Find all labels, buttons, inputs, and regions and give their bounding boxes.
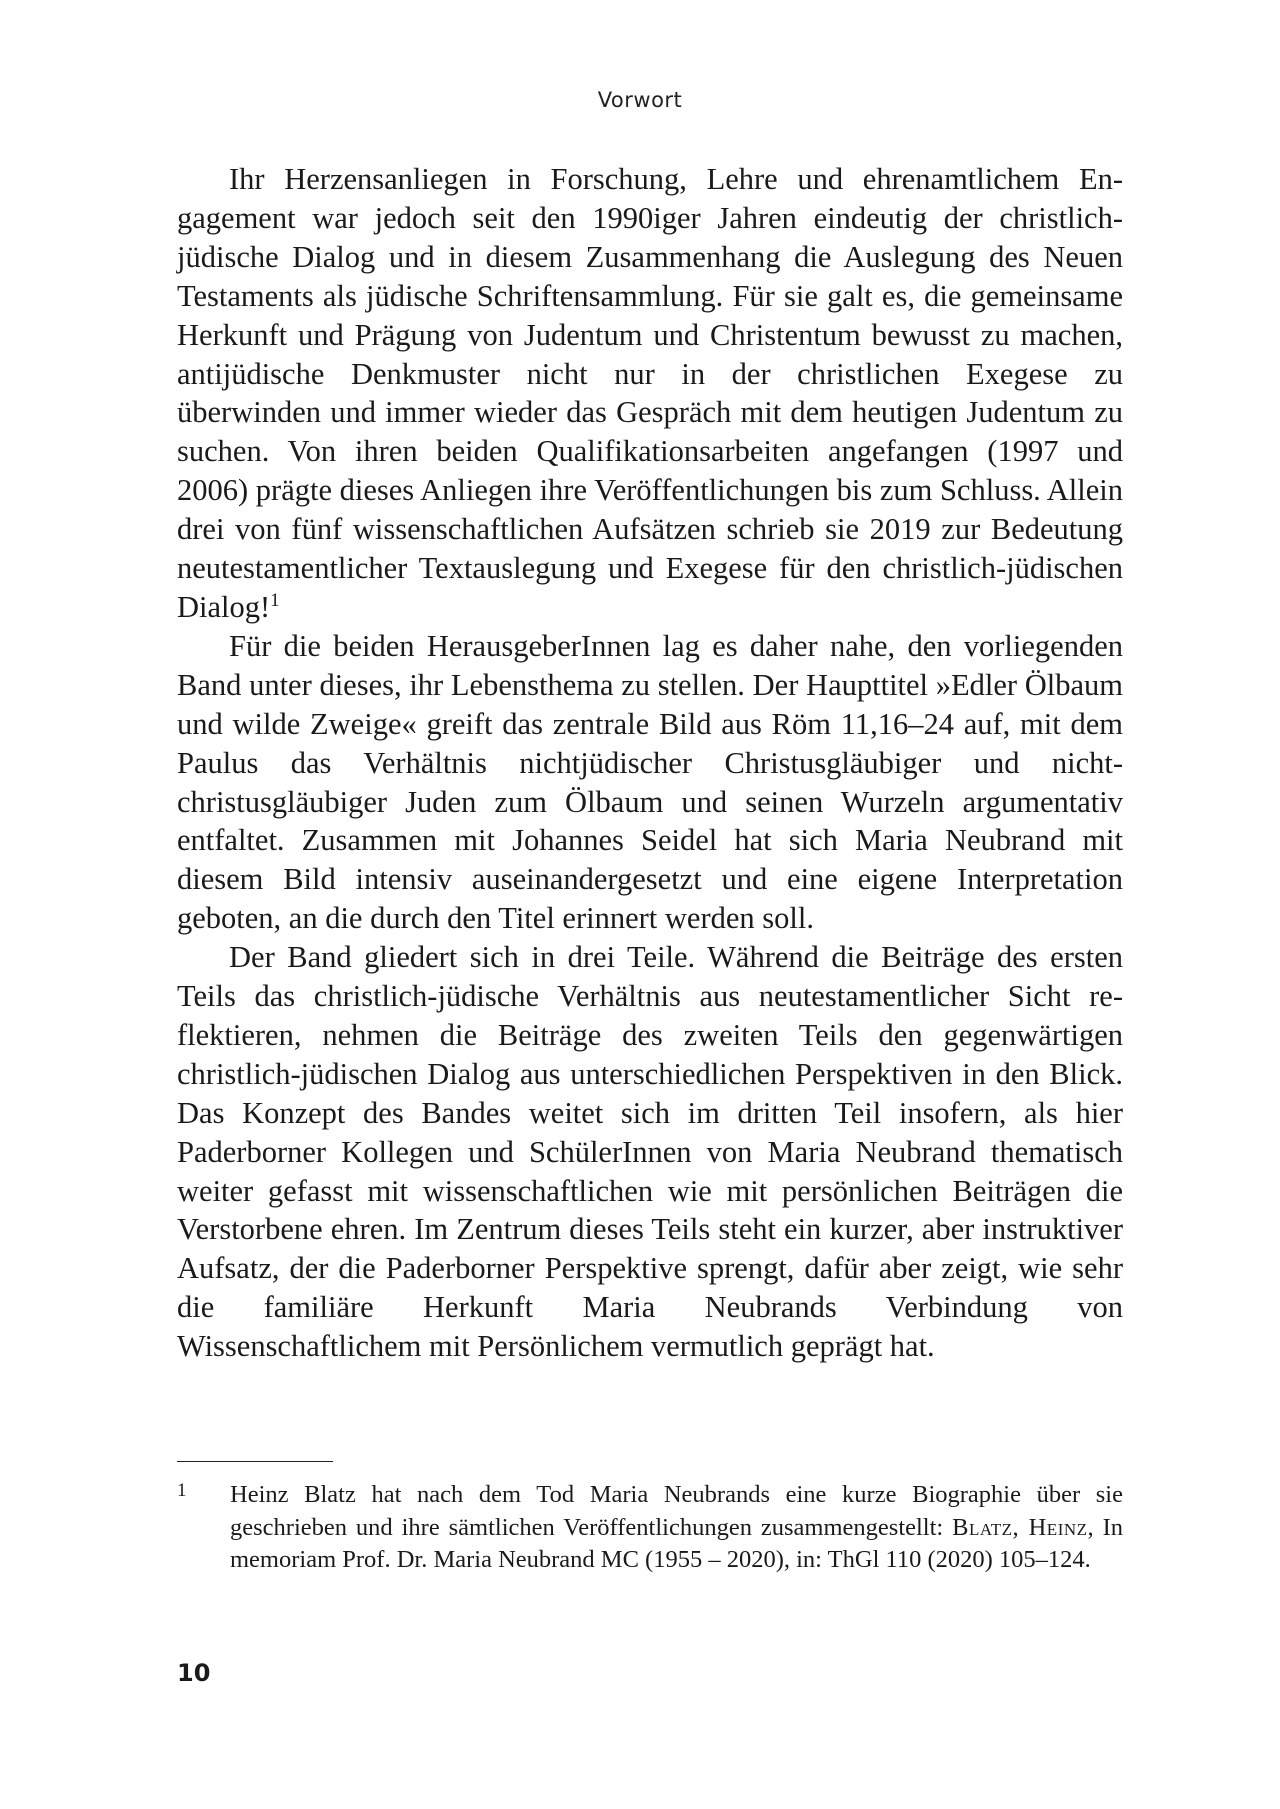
running-head: Vorwort [597, 88, 683, 112]
footnote [177, 1479, 1123, 1577]
footnote-text-before: Heinz Blatz hat nach dem Tod Maria Neubrands eine kurze Biographie über sie geschrieben und ihre sämtlichen Veröffentlichungen zusammengestellt: [230, 1481, 1123, 1541]
body-text [177, 160, 1123, 1366]
footnote-text-after: , In memoriam Prof. Dr. Maria Neubrand MC (1955 – 2020), in: ThGl 110 (2020) 105–124. [230, 1513, 1124, 1573]
footnote-number: 1 [177, 1480, 187, 1501]
page-number: 10 [177, 1659, 211, 1687]
footnote-text [230, 1479, 1123, 1577]
footnote-author: Blatz, Heinz [952, 1513, 1088, 1541]
footnote-reference[interactable]: 1 [270, 589, 280, 611]
paragraph-2: Für die beiden HerausgeberInnen lag es daher nahe, den vorliegenden Band unter dieses, ihr Lebensthema zu stellen. Der Haupttitel »Edler Ölbaum und wilde Zweige« greift das zentrale Bild aus Röm 11,16–24 auf, mit dem Paulus das Verhältnis nichtjüdischer Christusgläubiger und nicht-christusgläubiger Juden zum Ölbaum und seinen Wurzeln argumentativ entfaltet. Zusammen mit Johannes Seidel hat sich Maria Neubrand mit diesem Bild intensiv auseinandergesetzt und eine eigene Interpretation geboten, an die durch den Titel erinnert werden soll. [177, 628, 1123, 936]
paragraph-3: Der Band gliedert sich in drei Teile. Während die Beiträge des ersten Teils das christlich-jüdische Verhältnis aus neutestamentlicher Sicht reflektieren, nehmen die Beiträge des zweiten Teils den gegenwärtigen christlich-jüdischen Dialog aus unterschiedlichen Perspektiven in den Blick. Das Konzept des Bandes weitet sich im dritten Teil insofern, als hier Paderborner Kollegen und SchülerInnen von Maria Neubrand thematisch weiter gefasst mit wissenschaftlichen wie mit persönlichen Beiträgen die Verstorbene ehren. Im Zentrum dieses Teils steht ein kurzer, aber instruktiver Aufsatz, der die Paderborner Perspektive sprengt, dafür aber zeigt, wie sehr die familiäre Herkunft Maria Neubrands Verbindung von Wissenschaftlichem mit Persönlichem vermutlich geprägt hat. [177, 940, 1123, 1364]
paragraph-1 [177, 160, 1123, 627]
paragraph-1-text: Ihr Herzensanliegen in Forschung, Lehre und ehrenamtlichem Engagement war jedoch seit den 1990iger Jahren eindeutig der christlich-jüdische Dialog und in diesem Zusammenhang die Auslegung des Neuen Testaments als jüdische Schriftensammlung. Für sie galt es, die gemeinsame Herkunft und Prägung von Judentum und Christentum bewusst zu machen, antijüdische Denkmuster nicht nur in der christlichen Exegese zu überwinden und immer wieder das Gespräch mit dem heutigen Judentum zu suchen. Von ihren beiden Qualifikationsarbeiten angefangen (1997 und 2006) prägte dieses Anliegen ihre Veröffentlichungen bis zum Schluss. Allein drei von fünf wissenschaftlichen Aufsätzen schrieb sie 2019 zur Bedeutung neutestamentlicher Textauslegung und Exegese für den christlich-jüdischen Dialog! [177, 162, 1123, 624]
footnote-separator [177, 1461, 333, 1462]
